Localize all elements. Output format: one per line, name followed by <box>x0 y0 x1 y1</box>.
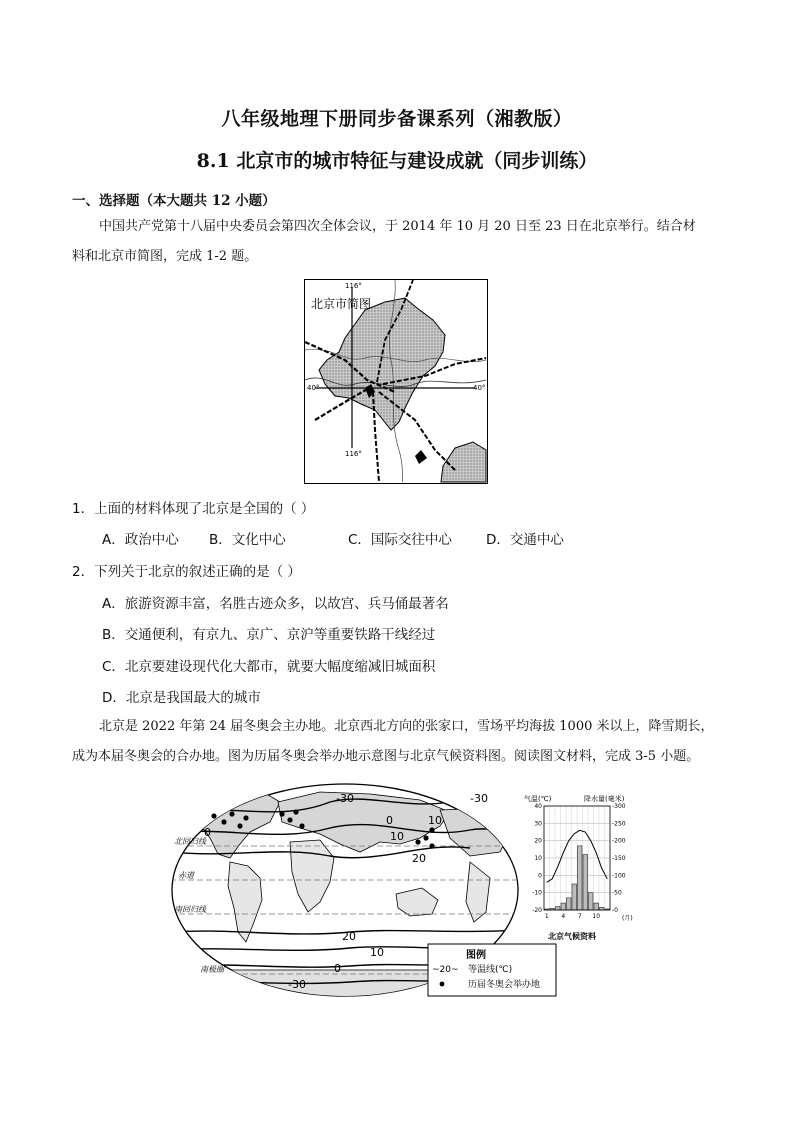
q1-option-d: D．交通中心 <box>486 532 564 548</box>
q1-option-a: A．政治中心 <box>102 532 179 548</box>
chart-y-right-tick: -150 <box>612 855 626 862</box>
beijing-map <box>304 279 488 484</box>
chart-x-tick: 7 <box>577 913 582 920</box>
chart-y-right-tick: -0 <box>612 907 618 914</box>
isotherm-label-south: 10 <box>370 946 384 959</box>
precip-bar <box>589 893 594 910</box>
precip-bar <box>578 846 583 910</box>
material-2-line-1: 北京是 2022 年第 24 届冬奥会主办地。北京西北方向的张家口，雪场平均海拔 1000 米以上，降雪期长， <box>99 719 714 734</box>
lon-label-bottom: 116° <box>345 450 362 458</box>
q1-option-c: C．国际交往中心 <box>348 532 452 548</box>
lon-label-top: 116° <box>345 282 362 290</box>
chart-x-tick: 1 <box>544 913 549 920</box>
legend-isotherm-sample: ~20~ <box>432 965 459 975</box>
material-1 <box>72 212 724 272</box>
q2-option-c: C．北京要建设现代化大都市，就要大幅度缩减旧城面积 <box>102 659 436 675</box>
legend-venue-marker <box>440 982 445 987</box>
chart-y-right-tick: -250 <box>612 820 626 828</box>
section-heading: 一、选择题（本大题共 12 小题） <box>72 193 276 209</box>
chart-y-left-tick: 40 <box>534 803 542 810</box>
precip-bar <box>556 907 561 910</box>
precip-bar <box>583 855 588 910</box>
antarctic-circle-label: 南极圈 <box>200 965 224 974</box>
material-2-line-2: 成为本届冬奥会的合办地。图为历届冬奥会举办地示意图与北京气候资料图。阅读图文材料，完成 3-5 小题。 <box>72 749 700 764</box>
precip-bar <box>594 903 599 910</box>
chart-xlabel: (月) <box>622 915 633 922</box>
isotherm-label: 0 <box>204 826 211 839</box>
precip-bar <box>572 884 577 910</box>
precip-bar <box>561 903 566 910</box>
tropic-north-label: 北回归线 <box>174 837 206 846</box>
isotherm-label-south: 20 <box>342 930 356 943</box>
legend-title: 图例 <box>466 950 486 961</box>
chart-y-left-tick: -20 <box>532 907 542 914</box>
material-1-line-2: 料和北京市简图，完成 1-2 题。 <box>72 249 258 264</box>
chart-y-right-tick: -50 <box>612 889 622 897</box>
chart-y-right-tick: -300 <box>612 803 626 810</box>
tianjin-city-marker <box>415 450 427 464</box>
chart-x-tick: 10 <box>592 913 601 920</box>
chart-y-left-tick: 10 <box>534 855 542 862</box>
chart-y-right-tick: -100 <box>612 872 626 880</box>
q1-option-b: B．文化中心 <box>209 532 286 548</box>
beijing-map-title: 北京市简图 <box>311 297 372 311</box>
lat-label-right: 40° <box>473 384 486 392</box>
precip-bar <box>600 907 605 910</box>
chart-y-left-tick: 0 <box>538 872 542 880</box>
question-2-stem: 2．下列关于北京的叙述正确的是（ ） <box>72 564 301 580</box>
chart-ylabel-right: 降水量(毫米) <box>584 795 625 803</box>
beijing-region <box>319 298 445 430</box>
climate-chart-svg <box>522 792 636 944</box>
q2-option-a: A．旅游资源丰富，名胜古迹众多，以故宫、兵马俑最著名 <box>102 596 449 612</box>
equator-label: 赤道 <box>178 871 194 880</box>
map-legend <box>428 944 556 996</box>
isotherm-label: 10 <box>390 830 404 843</box>
chart-ylabel-left: 气温(℃) <box>524 795 552 803</box>
isotherm-label: 20 <box>412 852 426 865</box>
legend-venue: 历届冬奥会举办地 <box>468 980 541 990</box>
doc-subtitle: 8.1 北京市的城市特征与建设成就（同步训练） <box>196 150 598 172</box>
chart-y-left-tick: -10 <box>532 889 542 897</box>
chart-y-left-tick: 30 <box>534 820 542 828</box>
isotherm-label-south: 0 <box>334 962 341 975</box>
isotherm-label-south: -30 <box>288 978 306 991</box>
precip-bar <box>567 898 572 910</box>
isotherm-label: 10 <box>428 814 442 827</box>
lat-label-left: 40° <box>307 384 320 392</box>
beijing-climate-chart <box>522 792 636 944</box>
material-2 <box>72 712 724 772</box>
chart-y-right-tick: -200 <box>612 837 626 845</box>
tropic-south-label: 南回归线 <box>174 905 206 914</box>
beijing-map-svg <box>305 280 486 482</box>
chart-y-left-tick: 20 <box>534 837 542 845</box>
chart-title: 北京气候资料 <box>548 932 596 941</box>
legend-isotherm: 等温线(℃) <box>468 965 513 975</box>
isotherm-label: -30 <box>336 792 354 805</box>
doc-title: 八年级地理下册同步备课系列（湘教版） <box>221 108 573 130</box>
q2-option-b: B．交通便利，有京九、京广、京沪等重要铁路干线经过 <box>102 627 436 643</box>
q2-option-d: D．北京是我国最大的城市 <box>102 690 261 706</box>
chart-x-tick: 4 <box>561 913 566 920</box>
question-1-stem: 1．上面的材料体现了北京是全国的（ ） <box>72 501 315 517</box>
isotherm-label: 0 <box>386 814 393 827</box>
isotherm-label: -30 <box>470 792 488 805</box>
material-1-line-1: 中国共产党第十八届中央委员会第四次全体会议，于 2014 年 10 月 20 日至 23 日在北京举行。结合材 <box>99 219 696 234</box>
